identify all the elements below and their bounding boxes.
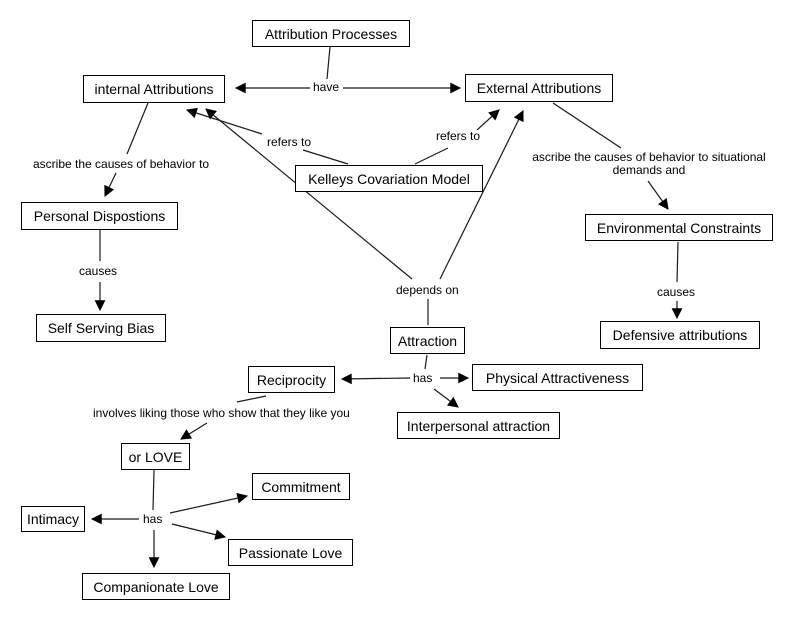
- node-intimacy[interactable]: Intimacy: [21, 506, 85, 532]
- link-label-has-bottom[interactable]: has: [140, 513, 165, 526]
- node-attraction[interactable]: Attraction: [390, 327, 465, 354]
- node-kelleys-covariation-model[interactable]: Kelleys Covariation Model: [295, 165, 483, 192]
- link-label-causes-right[interactable]: causes: [654, 286, 698, 299]
- node-interpersonal-attraction[interactable]: Interpersonal attraction: [397, 412, 560, 439]
- link-label-depends-on[interactable]: depends on: [393, 284, 462, 297]
- node-reciprocity[interactable]: Reciprocity: [248, 366, 335, 393]
- link-label-causes-left[interactable]: causes: [76, 265, 120, 278]
- link-label-refers-to-left[interactable]: refers to: [264, 136, 314, 149]
- node-passionate-love[interactable]: Passionate Love: [228, 539, 353, 566]
- node-external-attributions[interactable]: External Attributions: [465, 74, 613, 102]
- link-label-have[interactable]: have: [310, 81, 342, 94]
- node-companionate-love[interactable]: Companionate Love: [82, 573, 230, 600]
- node-physical-attractiveness[interactable]: Physical Attractiveness: [472, 364, 643, 391]
- node-environmental-constraints[interactable]: Environmental Constraints: [585, 214, 773, 241]
- node-commitment[interactable]: Commitment: [252, 473, 350, 500]
- node-defensive-attributions[interactable]: Defensive attributions: [600, 321, 760, 349]
- link-label-involves-liking[interactable]: involves liking those who show that they like you: [90, 407, 353, 420]
- link-label-ascribe-causes-right[interactable]: ascribe the causes of behavior to situational demands and: [522, 151, 776, 177]
- link-label-has-mid[interactable]: has: [410, 372, 435, 385]
- node-attribution-processes[interactable]: Attribution Processes: [252, 20, 410, 47]
- node-or-love[interactable]: or LOVE: [121, 443, 190, 470]
- node-self-serving-bias[interactable]: Self Serving Bias: [36, 314, 166, 342]
- link-label-ascribe-causes-left[interactable]: ascribe the causes of behavior to: [30, 158, 212, 171]
- node-internal-attributions[interactable]: internal Attributions: [83, 75, 225, 103]
- node-personal-dispostions[interactable]: Personal Dispostions: [21, 202, 178, 230]
- link-label-refers-to-right[interactable]: refers to: [433, 130, 483, 143]
